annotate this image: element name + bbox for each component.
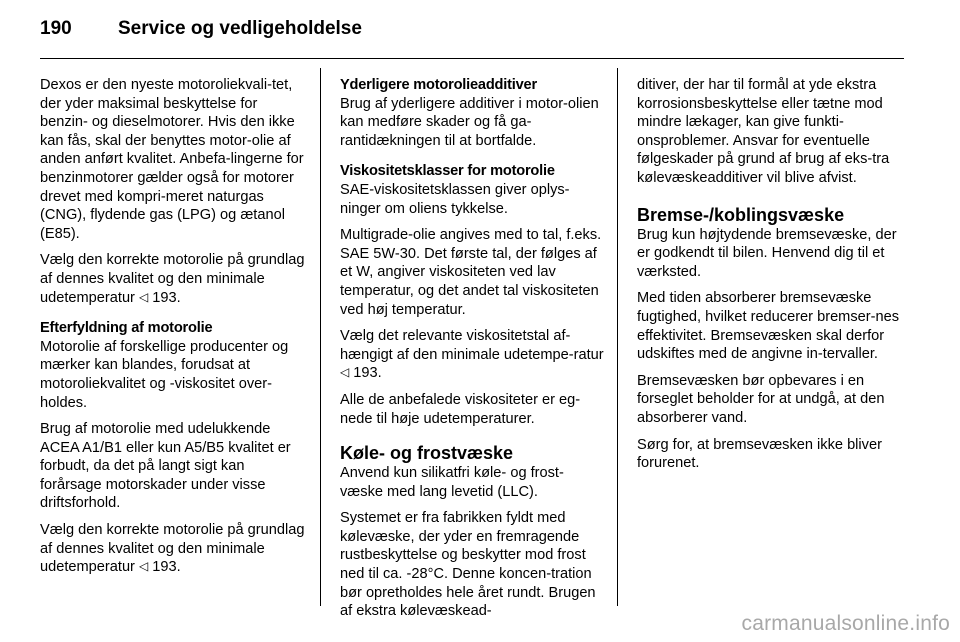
paragraph-additives: Brug af yderligere additiver i motor-olien kan medføre skader og få ga-rantidækningen til at bortfalde.: [340, 95, 599, 149]
paragraph-select-oil: [40, 251, 306, 307]
heading-refill: Efterfyldning af motorolie: [40, 320, 213, 337]
paragraph-text: Vælg den korrekte motorolie på grundlag af dennes kvalitet og den minimale udetemperatur: [40, 252, 305, 306]
paragraph-brake-storage: Bremsevæsken bør opbevares i en forseglet beholder for at undgå, at den absorberer vand.: [637, 372, 885, 426]
paragraph-sae: SAE-viskositetsklassen giver oplys-ninger om oliens tykkelse.: [340, 181, 570, 217]
paragraph-mixing: Motorolie af forskellige producenter og mærker kan blandes, forudsat at motoroliekvalitet og -viskositet over-holdes.: [40, 338, 289, 411]
paragraph-coolant-system: Systemet er fra fabrikken fyldt med kølevæske, der yder en fremragende rustbeskyttelse og beskytter mod frost ned til ca. -28°C. Denne koncen-tration bør opretholdes hele året rundt. Brugen af ekstra kølevæskead-: [340, 510, 596, 620]
heading-coolant: Køle- og frostvæske: [340, 443, 514, 464]
header-rule: [40, 58, 904, 59]
column-1: [40, 76, 306, 585]
page-reference[interactable]: 193.: [152, 289, 181, 306]
heading-additives: Yderligere motorolieadditiver: [340, 77, 537, 93]
paragraph-brake-absorb: Med tiden absorberer bremsevæske fugtighed, hvilket reducerer bremser-nes effektivitet. Bremsevæsken skal derfor udskiftes med de angivne in-tervaller.: [637, 290, 900, 363]
page-reference-icon: ◁: [340, 365, 350, 380]
paragraph-select-oil-2: [40, 521, 306, 577]
paragraph-dexos: Dexos er den nyeste motoroliekvali-tet, der yder maksimal beskyttelse for benzin- og dieselmotorer. Hvis den ikke kan fås, skal der benyttes motor-olie af anden anført kvalitet. Anbefa-lingerne for benzinmotorer gælder også for motorer drevet med kompri-meret naturgas (CNG), flydende gas (LPG) og ætanol (E85).: [40, 77, 304, 242]
page-number: 190: [40, 18, 72, 39]
paragraph-brake-type: Brug kun højtydende bremsevæske, der er godkendt til bilen. Henvend dig til et værksted.: [637, 226, 897, 280]
paragraph-select-viscosity: [340, 327, 606, 383]
heading-brake-fluid: Bremse-/koblingsvæske: [637, 204, 845, 225]
paragraph-coolant-type: Anvend kun silikatfri køle- og frost-væske med lang levetid (LLC).: [340, 465, 564, 500]
page-reference[interactable]: 193.: [353, 365, 382, 382]
paragraph-multigrade: Multigrade-olie angives med to tal, f.eks. SAE 5W-30. Det første tal, der følges af et W, angiver viskositeten ved lav temperatur, og det andet tal viskositeten ved høj temperatur.: [340, 227, 602, 318]
page-reference[interactable]: 193.: [152, 559, 181, 576]
heading-viscosity: Viskositetsklasser for motorolie: [340, 163, 555, 180]
paragraph-viscosities: Alle de anbefalede viskositeter er eg-nede til høje udetemperaturer.: [340, 391, 581, 427]
page-header: [40, 18, 362, 48]
page-reference-icon: ◁: [138, 559, 149, 574]
paragraph-acea: Brug af motorolie med udelukkende ACEA A1/B1 eller kun A5/B5 kvalitet er forbudt, da det på langt sigt kan forårsage motorskader under visse driftsforhold.: [40, 421, 291, 512]
paragraph-coolant-additives: ditiver, der har til formål at yde ekstra korrosionsbeskyttelse eller tætne mod mindre lækager, kan give funkti-onsproblemer. Ansvar for eventuelle følgeskader på grund af brug af eks-tra kølevæskeadditiver vil blive afvist.: [637, 77, 890, 186]
column-divider-1: [320, 68, 321, 606]
paragraph-text: Vælg det relevante viskositetstal af-hængigt af den minimale udetempe-ratur: [340, 328, 604, 363]
page-title: Service og vedligeholdelse: [118, 18, 362, 39]
watermark: carmanualsonline.info: [741, 612, 950, 635]
column-3: [637, 76, 903, 481]
paragraph-brake-contamination: Sørg for, at bremsevæsken ikke bliver forurenet.: [637, 436, 882, 472]
paragraph-text: Vælg den korrekte motorolie på grundlag af dennes kvalitet og den minimale udetemperatur: [40, 522, 305, 576]
column-divider-2: [617, 68, 618, 606]
column-2: [340, 76, 606, 629]
page-reference-icon: ◁: [138, 289, 149, 304]
